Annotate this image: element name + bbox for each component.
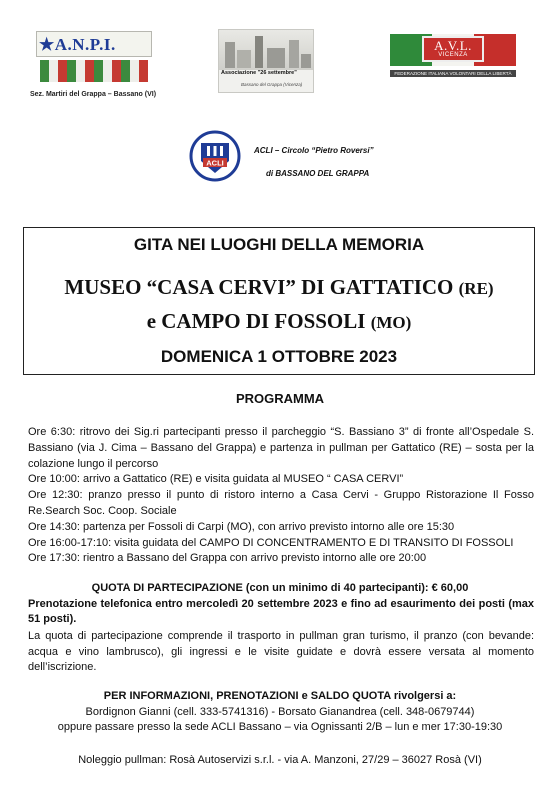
campo-title-main: e CAMPO DI FOSSOLI	[146, 309, 371, 333]
associazione-title: Associazione "26 settembre"	[221, 70, 297, 76]
avl-name: A.V.L.	[434, 38, 472, 53]
anpi-logo-text: ★A.N.P.I.	[39, 35, 116, 54]
museo-title-main: MUSEO “CASA CERVI” DI GATTATICO	[64, 275, 459, 299]
programma-item: Ore 12:30: pranzo presso il punto di ristoro interno a Casa Cervi - Gruppo Ristorazione Il Fosso Re.Search Soc. Coop. Sociale	[28, 489, 534, 517]
anpi-flag	[40, 60, 148, 82]
info-heading: PER INFORMAZIONI, PRENOTAZIONI e SALDO QUOTA rivolgersi a:	[103, 690, 457, 702]
avl-city: VICENZA	[438, 52, 468, 58]
avl-logo	[390, 34, 516, 84]
programma-item: Ore 14:30: partenza per Fossoli di Carpi (MO), con arrivo previsto intorno alle ore 15:30	[28, 520, 455, 533]
info-section	[0, 689, 560, 736]
acli-logo	[189, 130, 241, 182]
anpi-logo-banner	[36, 31, 152, 57]
trip-title: GITA NEI LUOGHI DELLA MEMORIA	[133, 235, 425, 254]
associazione-subtitle: Bassano del Grappa (Vicenza)	[241, 82, 303, 87]
programma-item: Ore 16:00-17:10: visita guidata del CAMPO DI CONCENTRAMENTO E DI TRANSITO DI FOSSOLI	[28, 536, 514, 549]
programma-item: Ore 10:00: arrivo a Gattatico (RE) e visita guidata al MUSEO “ CASA CERVI”	[28, 473, 404, 486]
prenotazione-deadline: Prenotazione telefonica entro mercoledì 20 settembre 2023 e fino ad esaurimento dei posti (max 51 posti).	[28, 598, 534, 625]
acli-circolo: ACLI – Circolo “Pietro Roversi”	[254, 146, 374, 155]
info-sede: oppure passare presso la sede ACLI Bassano – via Ognissanti 2/B – lun e mer 17:30-19:30	[57, 721, 503, 734]
acli-logo-text: ACLI	[206, 158, 224, 168]
acli-bassano: di BASSANO DEL GRAPPA	[266, 169, 370, 178]
museo-title	[24, 275, 534, 300]
campo-title	[24, 309, 534, 334]
programma-item: Ore 17:30: rientro a Bassano del Grappa con arrivo previsto intorno alle ore 20:00	[28, 552, 427, 565]
associazione-26-settembre-logo	[218, 29, 314, 93]
programma-heading: PROGRAMMA	[235, 391, 325, 406]
anpi-logo	[36, 31, 152, 83]
avl-federazione: FEDERAZIONE ITALIANA VOLONTARI DELLA LIBERTÀ	[390, 70, 516, 77]
noleggio-pullman: Noleggio pullman: Rosà Autoservizi s.r.l. - via A. Manzoni, 27/29 – 36027 Rosà (VI)	[78, 754, 482, 766]
programma-item: Ore 6:30: ritrovo dei Sig.ri partecipanti presso il parcheggio “S. Bassiano 3” di fronte all’Ospedale S. Bassiano (via J. Cima – Bassano del Grappa) e partenza in pullman per Gattatico (RE) – sosta per la colazione lungo il percorso	[28, 426, 534, 470]
museo-province: (RE)	[458, 279, 494, 298]
programma-list	[28, 425, 534, 567]
quota-partecipazione: QUOTA DI PARTECIPAZIONE (con un minimo di 40 partecipanti): € 60,00	[91, 582, 469, 594]
title-box	[23, 227, 535, 375]
campo-province: (MO)	[370, 313, 412, 332]
avl-badge	[422, 36, 484, 62]
trip-date: DOMENICA 1 OTTOBRE 2023	[160, 347, 398, 366]
quota-description: La quota di partecipazione comprende il trasporto in pullman gran turismo, il pranzo (con bevande: acqua e vino lambrusco), gli ingressi e le visite guidate e dovrà essere versata al momento dell’iscrizione.	[28, 630, 534, 674]
info-contacts: Bordignon Gianni (cell. 333-5741316) - Borsato Gianandrea (cell. 348-0679744)	[85, 705, 475, 718]
anpi-sezione: Sez. Martiri del Grappa – Bassano (VI)	[30, 91, 157, 98]
